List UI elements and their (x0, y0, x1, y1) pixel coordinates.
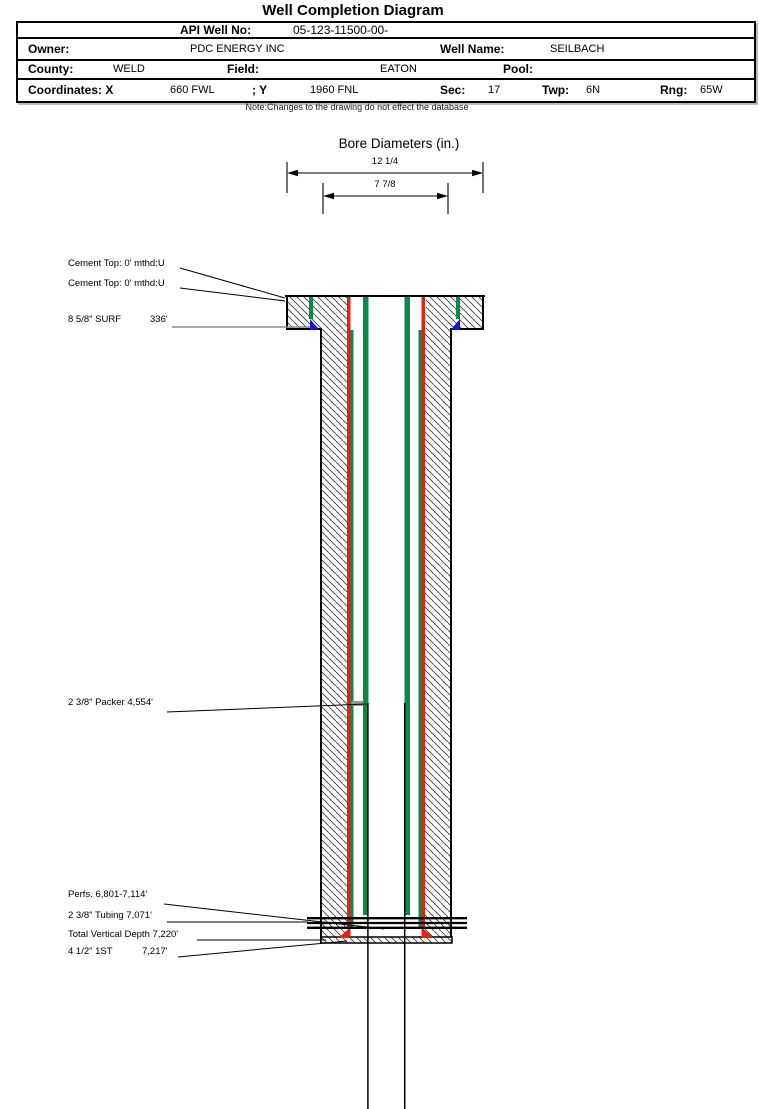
bore-diameters-title: Bore Diameters (in.) (338, 136, 460, 151)
field-label: Field: (227, 62, 259, 76)
api-well-no-label: API Well No: (180, 23, 252, 37)
perfs-annotation: Perfs. 6,801-7,114' (68, 889, 148, 900)
rng-label: Rng: (660, 83, 688, 97)
production-casing-leader (178, 941, 347, 957)
api-well-no-value: 05-123-11500-00- (293, 23, 389, 37)
cement-top-1-leader (180, 268, 285, 298)
page-title: Well Completion Diagram (262, 2, 444, 19)
production-casing-inner-left (351, 330, 354, 928)
sec-label: Sec: (440, 83, 466, 97)
rng-value: 65W (700, 84, 723, 96)
cement-narrow-right (425, 329, 450, 938)
inner-bore-diameter-label: 7 7/8 (374, 179, 396, 190)
cement-narrow-left (322, 329, 347, 938)
cement-wide-right (426, 297, 483, 329)
well-name-value: SEILBACH (550, 43, 605, 55)
surface-casing-label: 8 5/8" SURF (68, 314, 122, 325)
dimension-lines (287, 162, 483, 214)
owner-value: PDC ENERGY INC (190, 43, 285, 55)
surface-casing-right (456, 297, 460, 319)
packer-symbol (352, 701, 364, 706)
packer-annotation: 2 3/8" Packer 4,554' (68, 697, 153, 708)
cement-top-label-1: Cement Top: 0' mthd:U (68, 258, 165, 269)
coordinates-label: Coordinates: X (28, 83, 114, 97)
production-casing-right (422, 297, 426, 928)
production-casing-left (347, 297, 351, 928)
county-label: County: (28, 62, 74, 76)
tubing-annotation: 2 3/8" Tubing 7,071' (68, 910, 152, 921)
field-value: EATON (380, 63, 417, 75)
coordinates-x-value: 660 FWL (170, 84, 215, 96)
owner-label: Owner: (28, 42, 70, 56)
outer-bore-diameter-label: 12 1/4 (371, 156, 399, 167)
coordinates-y-value: 1960 FNL (310, 84, 359, 96)
production-casing-label: 4 1/2" 1ST (68, 946, 113, 957)
production-casing-inner-right (419, 330, 422, 928)
well-name-label: Well Name: (440, 42, 505, 56)
pool-label: Pool: (503, 62, 533, 76)
county-value: WELD (113, 63, 145, 75)
borehole-outline (285, 295, 485, 943)
database-note: Note:Changes to the drawing do not effect the database (245, 102, 469, 112)
production-casing-depth: 7,217' (142, 946, 168, 957)
dimension-arrowheads (287, 170, 483, 199)
cement-wide-left (288, 297, 347, 329)
coordinates-y-label: ; Y (252, 83, 268, 97)
twp-value: 6N (586, 84, 601, 96)
total-vertical-depth-annotation: Total Vertical Depth 7,220' (68, 929, 179, 940)
surface-casing-left (309, 297, 313, 319)
sec-value: 17 (488, 84, 501, 96)
twp-label: Twp: (542, 83, 570, 97)
surface-casing-depth: 336' (150, 314, 168, 325)
cement-top-label-2: Cement Top: 0' mthd:U (68, 278, 165, 289)
cement-top-2-leader (180, 288, 285, 301)
